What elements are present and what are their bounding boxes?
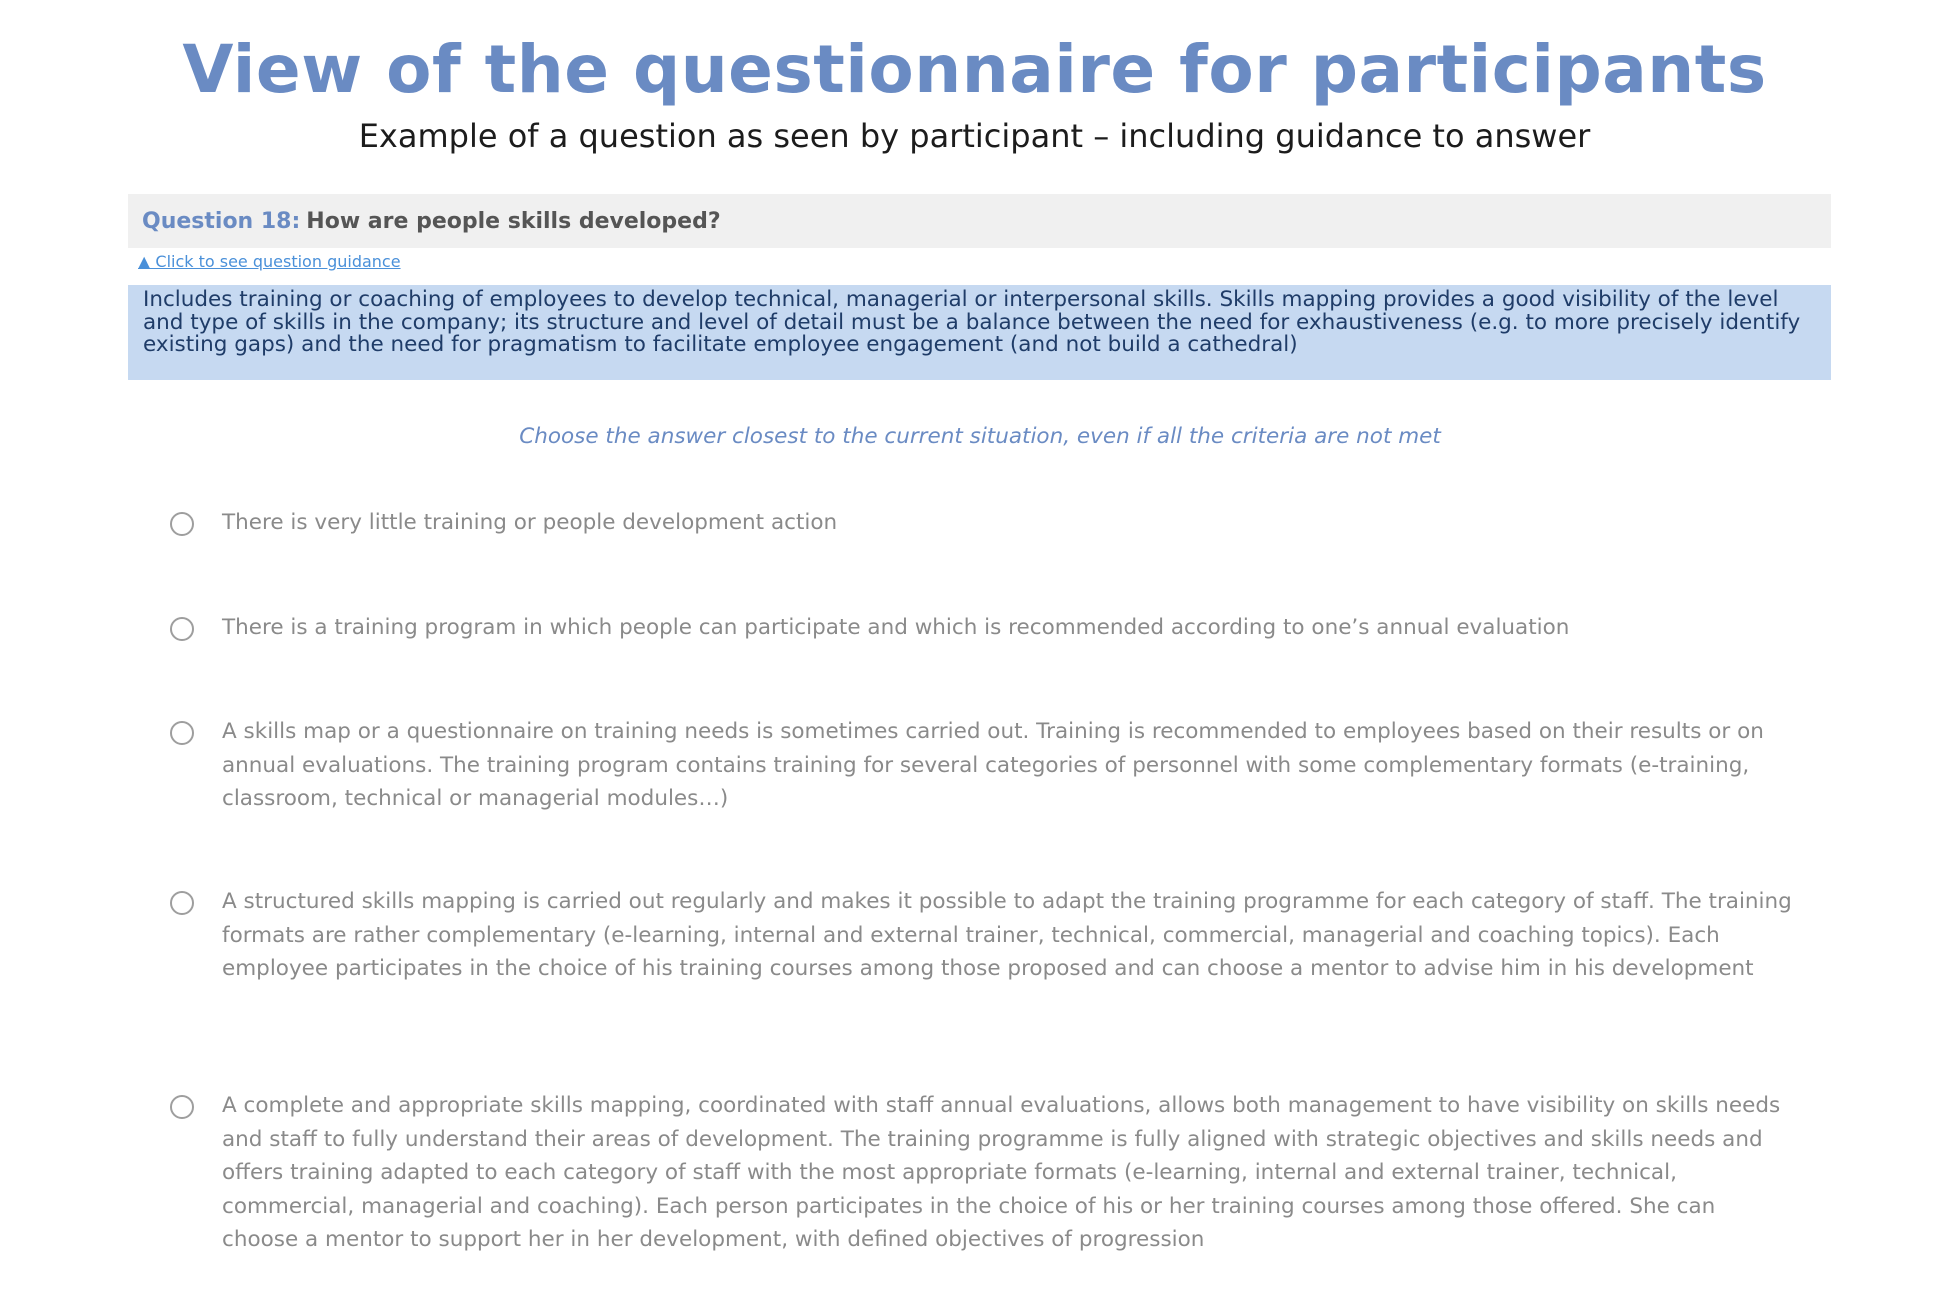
answer-instruction: Choose the answer closest to the current situation, even if all the criteria are not met [519, 424, 1441, 449]
answer-option-4[interactable] [170, 889, 1800, 986]
answer-option-label[interactable]: A structured skills mapping is carried out regularly and makes it possible to adapt the training programme for each category of staff. The training formats are rather complementary (e-learning, internal and external trainer, technical, commercial, managerial and coaching topics). Each employee participates in the choice of his training courses among those proposed and can choose a mentor to advise him in his development [222, 889, 1792, 981]
answer-option-label[interactable]: A skills map or a questionnaire on training needs is sometimes carried out. Training is recommended to employees based on their results or on annual evaluations. The training program contains training for several categories of personnel with some complementary formats (e-training, classroom, technical or managerial modules…) [222, 719, 1764, 811]
answer-option-5[interactable] [170, 1093, 1800, 1257]
question-guidance-panel: Includes training or coaching of employees to develop technical, managerial or interpersonal skills. Skills mapping provides a good visibility of the level and type of skills in the company; its structure and level of detail must be a balance between the need for exhaustiveness (e.g. to more precisely identify existing gaps) and the need for pragmatism to facilitate employee engagement (and not build a cathedral) [128, 285, 1831, 380]
question-guidance-toggle[interactable]: ▲ Click to see question guidance [138, 252, 401, 271]
answer-option-3[interactable] [170, 719, 1800, 816]
answer-option-label[interactable]: There is very little training or people development action [222, 510, 838, 535]
radio-button[interactable] [170, 1095, 194, 1119]
question-header [128, 194, 1831, 248]
radio-button[interactable] [170, 891, 194, 915]
radio-button[interactable] [170, 617, 194, 641]
radio-button[interactable] [170, 721, 194, 745]
answer-option-label[interactable]: A complete and appropriate skills mapping, coordinated with staff annual evaluations, allows both management to have visibility on skills needs and staff to fully understand their areas of development. The training programme is fully aligned with strategic objectives and skills needs and offers training adapted to each category of staff with the most appropriate formats (e-learning, internal and external trainer, technical, commercial, managerial and coaching). Each person participates in the choice of his or her training courses among those offered. She can choose a mentor to support her in her development, with defined objectives of progression [222, 1093, 1781, 1252]
radio-button[interactable] [170, 512, 194, 536]
question-text: How are people skills developed? [306, 208, 721, 234]
page-subtitle: Example of a question as seen by participant – including guidance to answer [358, 117, 1591, 155]
answer-option-label[interactable]: There is a training program in which people can participate and which is recommended according to one’s annual evaluation [222, 615, 1570, 640]
question-number: Question 18: [142, 208, 301, 234]
page-title: View of the questionnaire for participants [182, 31, 1767, 108]
answer-option-1[interactable] [170, 510, 1800, 540]
answer-option-2[interactable] [170, 615, 1800, 645]
